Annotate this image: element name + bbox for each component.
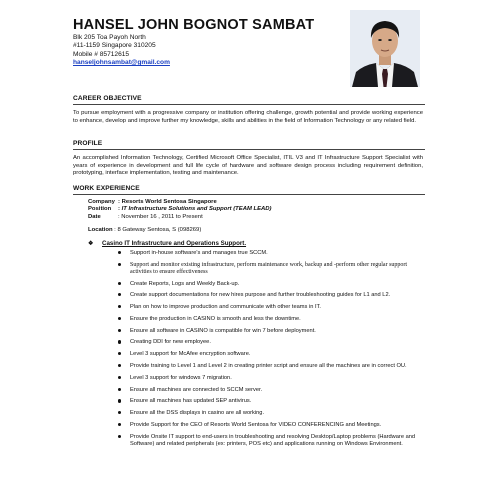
- bullet-dot-icon: [118, 423, 121, 426]
- bullet-dot-icon: [118, 399, 121, 402]
- work-experience-heading: WORK EXPERIENCE: [73, 185, 140, 192]
- applicant-name: HANSEL JOHN BOGNOT SAMBAT: [73, 17, 315, 33]
- list-item: Ensure the production in CASINO is smooth and less the downtime.: [130, 316, 424, 323]
- company-row: Company : Resorts World Sentosa Singapore: [88, 199, 217, 205]
- date-value: November 16 , 2011 to Present: [121, 213, 203, 220]
- list-item: Provide Onsite IT support to end-users in troubleshooting and resolving Desktop/Laptop problems (Hardware and Software) and related peripherals (ex: printers, POS etc) and applications running on Windows Environment.: [130, 434, 424, 448]
- list-item: Ensure all software in CASINO is compatible for win 7 before deployment.: [130, 328, 424, 335]
- date-row: Date : November 16 , 2011 to Present: [88, 213, 203, 220]
- list-item: Create Reports, Logs and Weekly Back-up.: [130, 281, 424, 288]
- list-item: Creating DDI for new employee.: [130, 339, 424, 346]
- profile-photo: [350, 10, 420, 87]
- profile-heading: PROFILE: [73, 140, 103, 147]
- duties-list: [118, 250, 424, 453]
- list-item: Provide Support for the CEO of Resorts World Sentosa for VIDEO CONFERENCING and Meetings.: [130, 422, 424, 429]
- list-item: Create support documentations for new hires purpose and further troubleshooting guides for L1 and L2.: [130, 292, 424, 299]
- location-value: 8 Gateway Sentosa, S (098269): [117, 227, 202, 233]
- profile-text: An accomplished Information Technology, Certified Microsoft Office Specialist, ITIL V3 and IT Infrastructure Support Specialist with years of experience in development and full life cycle of hardware and software design process including requirement definition, prototyping, interface implementation, testing and maintenance.: [73, 155, 423, 177]
- role-heading-text: Casino IT Infrastructure and Operations Support.: [102, 240, 247, 247]
- location-label: Location: [88, 227, 113, 233]
- bullet-dot-icon: [118, 340, 121, 343]
- bullet-dot-icon: [118, 251, 121, 254]
- job-details: [88, 199, 272, 221]
- list-item: Support and monitor existing infrastructure, perform maintenance work, backup and -perform other regular support activities to ensure effectiveness: [130, 262, 424, 276]
- diamond-bullet-icon: ❖: [88, 241, 94, 247]
- company-label: Company: [88, 199, 115, 205]
- bullet-dot-icon: [118, 305, 121, 308]
- address-line-1: Blk 205 Toa Payoh North: [73, 34, 146, 41]
- position-row: Position : IT Infrastructure Solutions and Support (TEAM LEAD): [88, 206, 272, 213]
- portrait-illustration: [350, 10, 420, 87]
- bullet-dot-icon: [118, 364, 121, 367]
- list-item: Ensure all the DSS displays in casino are all working.: [130, 410, 424, 417]
- bullet-dot-icon: [118, 263, 121, 266]
- bullet-dot-icon: [118, 282, 121, 285]
- list-item: Level 3 support for McAfee encryption software.: [130, 351, 424, 358]
- list-item: Ensure all machines has updated SEP antivirus.: [130, 398, 424, 405]
- date-label: Date: [88, 213, 101, 220]
- list-item: Support in-house software's and manages true SCCM.: [130, 250, 424, 257]
- role-heading: [88, 240, 246, 247]
- bullet-dot-icon: [118, 317, 121, 320]
- bullet-dot-icon: [118, 352, 121, 355]
- work-experience-divider: [73, 194, 425, 195]
- list-item: Ensure all machines are connected to SCCM server.: [130, 387, 424, 394]
- email-link[interactable]: hanseljohnsambat@gmail.com: [73, 59, 170, 67]
- contact-block: [73, 34, 170, 68]
- profile-divider: [73, 149, 425, 150]
- list-item: Level 3 support for windows 7 migration.: [130, 375, 424, 382]
- bullet-dot-icon: [118, 376, 121, 379]
- bullet-dot-icon: [118, 411, 121, 414]
- bullet-dot-icon: [118, 293, 121, 296]
- bullet-dot-icon: [118, 329, 121, 332]
- career-objective-text: To pursue employment with a progressive company or institution offering challenge, growth potential and provide working experience to enhance, develop and improve further my knowledge, skills and abilities in the field of Information Technology or any related field.: [73, 110, 423, 124]
- career-objective-divider: [73, 104, 425, 105]
- career-objective-heading: CAREER OBJECTIVE: [73, 95, 142, 102]
- location-row: Location : 8 Gateway Sentosa, S (098269): [88, 227, 202, 233]
- company-value: Resorts World Sentosa Singapore: [121, 199, 217, 205]
- mobile-number: Mobile # 85712615: [73, 50, 130, 58]
- bullet-dot-icon: [118, 435, 121, 438]
- address-line-2: #11-1159 Singapore 310205: [73, 42, 156, 50]
- position-label: Position: [88, 206, 112, 213]
- position-value: IT Infrastructure Solutions and Support (TEAM LEAD): [121, 206, 272, 213]
- list-item: Plan on how to improve production and communicate with other teams in IT.: [130, 304, 424, 311]
- list-item: Provide training to Level 1 and Level 2 in creating printer script and ensure all the machines are in correct OU.: [130, 363, 424, 370]
- bullet-dot-icon: [118, 388, 121, 391]
